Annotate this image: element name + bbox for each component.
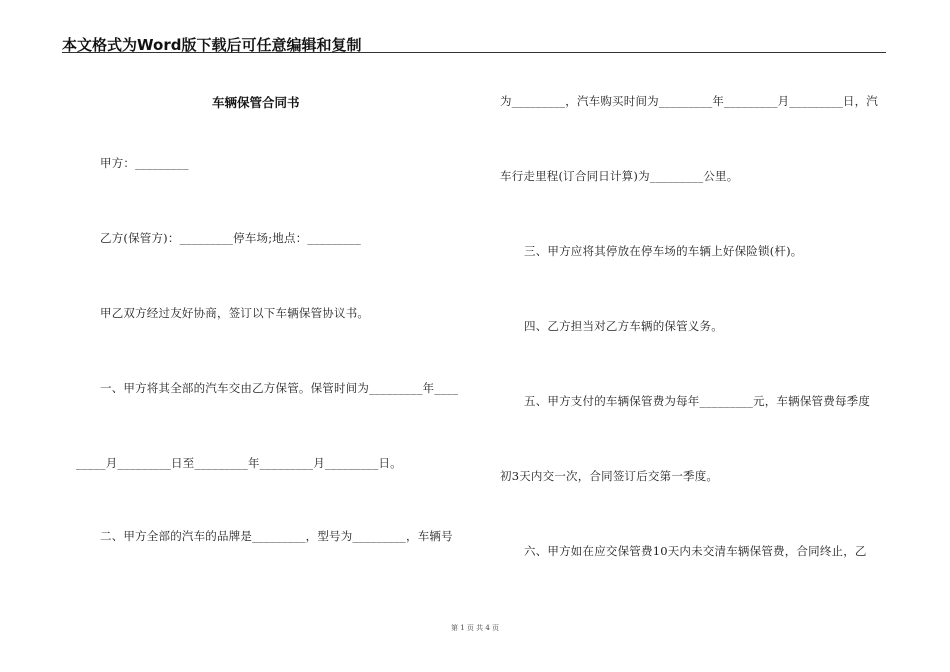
clause-4-line: 四、乙方担当对乙方车辆的保管义务。 <box>524 319 723 333</box>
party-b-line: 乙方(保管方)：_________停车场;地点：_________ <box>100 231 361 245</box>
agreement-intro-line: 甲乙双方经过友好协商，签订以下车辆保管协议书。 <box>100 306 370 320</box>
clause-5-line-1: 五、甲方支付的车辆保管费为每年_________元，车辆保管费每季度 <box>524 394 871 408</box>
clause-2-line-2: 为_________，汽车购买时间为_________年_________月_________日，汽 <box>500 94 878 108</box>
clause-2-line-3: 车行走里程(订合同日计算)为_________公里。 <box>500 169 739 183</box>
clause-3-line: 三、甲方应将其停放在停车场的车辆上好保险锁(杆)。 <box>524 244 803 258</box>
clause-1-line-1: 一、甲方将其全部的汽车交由乙方保管。保管时间为_________年____ <box>100 381 459 395</box>
document-title: 车辆保管合同书 <box>212 95 300 110</box>
header-divider <box>62 52 886 53</box>
clause-6-line-1: 六、甲方如在应交保管费10天内未交清车辆保管费，合同终止，乙 <box>524 544 867 558</box>
clause-5-line-2: 初3天内交一次，合同签订后交第一季度。 <box>500 469 719 483</box>
clause-2-line-1: 二、甲方全部的汽车的品牌是_________，型号为_________，车辆号 <box>100 529 453 543</box>
clause-1-line-2: _____月_________日至_________年_________月_________日。 <box>76 456 402 470</box>
document-header-note: 本文格式为Word版下载后可任意编辑和复制 <box>62 36 362 54</box>
party-a-line: 甲方：_________ <box>100 156 189 170</box>
page-number: 第 1 页 共 4 页 <box>450 624 500 632</box>
